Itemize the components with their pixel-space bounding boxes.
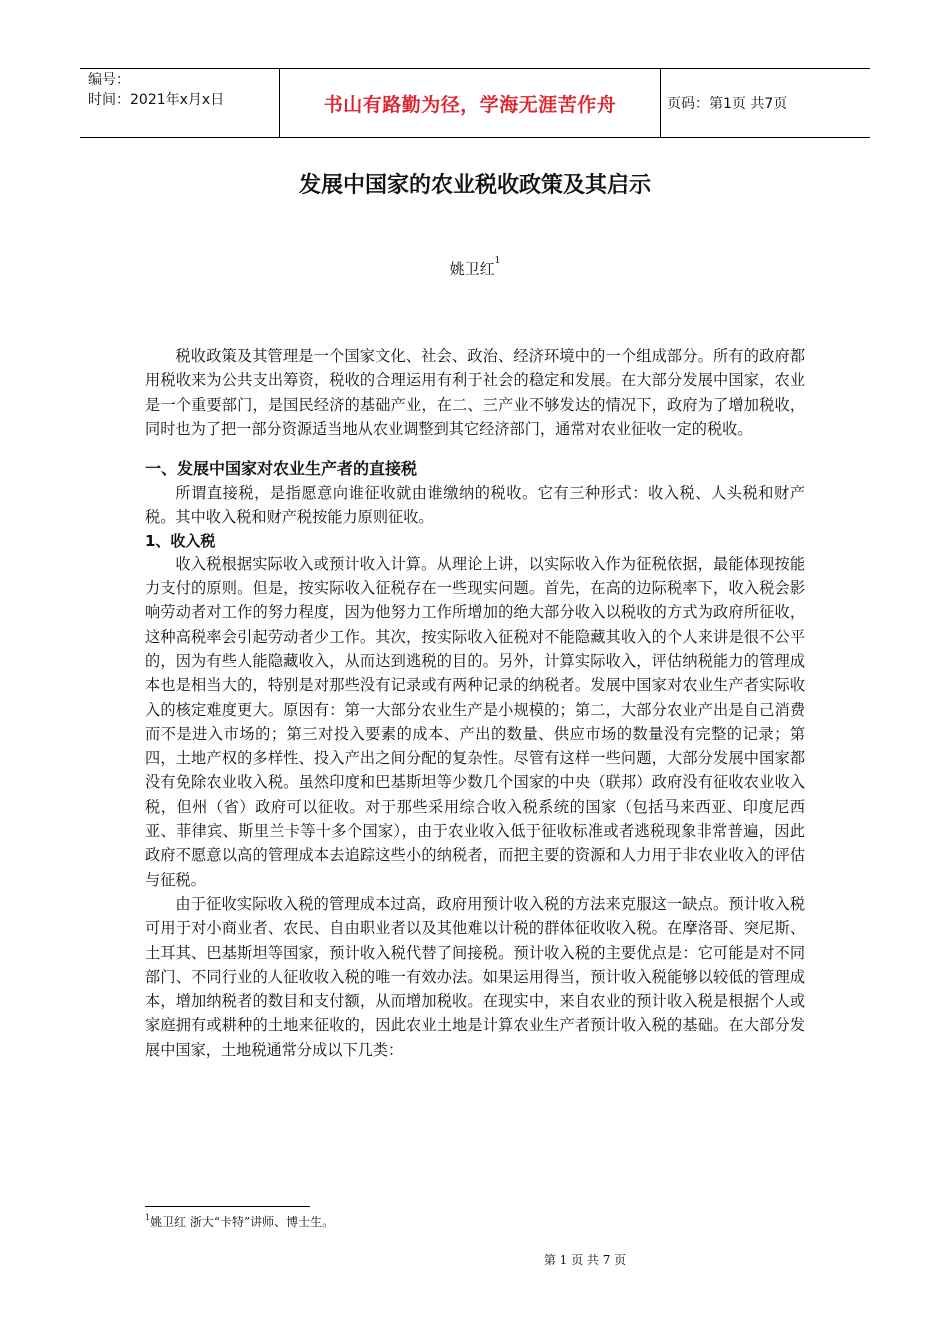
income-tax-paragraph-2: 由于征收实际收入税的管理成本过高，政府用预计收入税的方法来克服这一缺点。预计收入税可用于对小商业者、农民、自由职业者以及其他难以计税的群体征收收入税。在摩洛哥、突尼斯、土耳其、巴基斯坦等国家，预计收入税代替了间接税。预计收入税的主要优点是：它可能是对不同部门、不同行业的人征收收入税的唯一有效办法。如果运用得当，预计收入税能够以较低的管理成本，增加纳税者的数目和支付额，从而增加税收。在现实中，来自农业的预计收入税是根据个人或家庭拥有或耕种的土地来征收的，因此农业土地是计算农业生产者预计收入税的基础。在大部分发展中国家，土地税通常分成以下几类： <box>145 894 805 1059</box>
document-title: 发展中国家的农业税收政策及其启示 <box>298 173 651 198</box>
author-line <box>0 258 950 279</box>
footnote <box>145 1213 334 1230</box>
footnote-divider <box>145 1206 310 1207</box>
doc-date: 时间：2021年x月x日 <box>88 92 225 108</box>
author-footnote-mark: 1 <box>494 256 501 266</box>
header-motto: 书山有路勤为径，学海无涯苦作舟 <box>323 93 617 116</box>
footnote-text: 姚卫红 浙大“卡特”讲师、博士生。 <box>150 1215 335 1229</box>
document-body <box>145 344 805 1062</box>
author-name: 姚卫红 <box>449 260 495 278</box>
document-header <box>80 68 870 138</box>
doc-number-label: 编号： <box>88 72 130 88</box>
header-meta-cell <box>80 69 280 137</box>
header-motto-cell <box>280 69 661 137</box>
section1-paragraph: 所谓直接税，是指愿意向谁征收就由谁缴纳的税收。它有三种形式：收入税、人头税和财产税。其中收入税和财产税按能力原则征收。 <box>145 484 805 527</box>
header-page-info: 页码：第1页 共7页 <box>667 96 788 112</box>
subsection-heading-income-tax: 1、收入税 <box>145 531 216 550</box>
page-footer: 第 1 页 共 7 页 <box>543 1253 627 1267</box>
section-heading-1: 一、发展中国家对农业生产者的直接税 <box>145 459 418 479</box>
footnote-mark: 1 <box>145 1213 151 1222</box>
income-tax-paragraph-1: 收入税根据实际收入或预计收入计算。从理论上讲，以实际收入作为征税依据，最能体现按能力支付的原则。但是，按实际收入征税存在一些现实问题。首先，在高的边际税率下，收入税会影响劳动者对工作的努力程度，因为他努力工作所增加的绝大部分收入以税收的方式为政府所征收，这种高税率会引起劳动者少工作。其次，按实际收入征税对不能隐藏其收入的个人来讲是很不公平的，因为有些人能隐藏收入，从而达到逃税的目的。另外，计算实际收入，评估纳税能力的管理成本也是相当大的，特别是对那些没有记录或有两种记录的纳税者。发展中国家对农业生产者实际收入的核定难度更大。原因有：第一大部分农业生产是小规模的；第二，大部分农业产出是自己消费而不是进入市场的；第三对投入要素的成本、产出的数量、供应市场的数量没有完整的记录；第四，土地产权的多样性、投入产出之间分配的复杂性。尽管有这样一些问题，大部分发展中国家都没有免除农业收入税。虽然印度和巴基斯坦等少数几个国家的中央（联邦）政府没有征收农业收入税，但州（省）政府可以征收。对于那些采用综合收入税系统的国家（包括马来西亚、印度尼西亚、菲律宾、斯里兰卡等十多个国家），由于农业收入低于征收标准或者逃税现象非常普遍，因此政府不愿意以高的管理成本去追踪这些小的纳税者，而把主要的资源和人力用于非农业收入的评估与征税。 <box>145 554 805 889</box>
header-page-cell <box>661 69 870 137</box>
intro-paragraph: 税收政策及其管理是一个国家文化、社会、政治、经济环境中的一个组成部分。所有的政府都用税收来为公共支出筹资，税收的合理运用有利于社会的稳定和发展。在大部分发展中国家，农业是一个重要部门，是国民经济的基础产业，在二、三产业不够发达的情况下，政府为了增加税收，同时也为了把一部分资源适当地从农业调整到其它经济部门，通常对农业征收一定的税收。 <box>145 347 805 438</box>
